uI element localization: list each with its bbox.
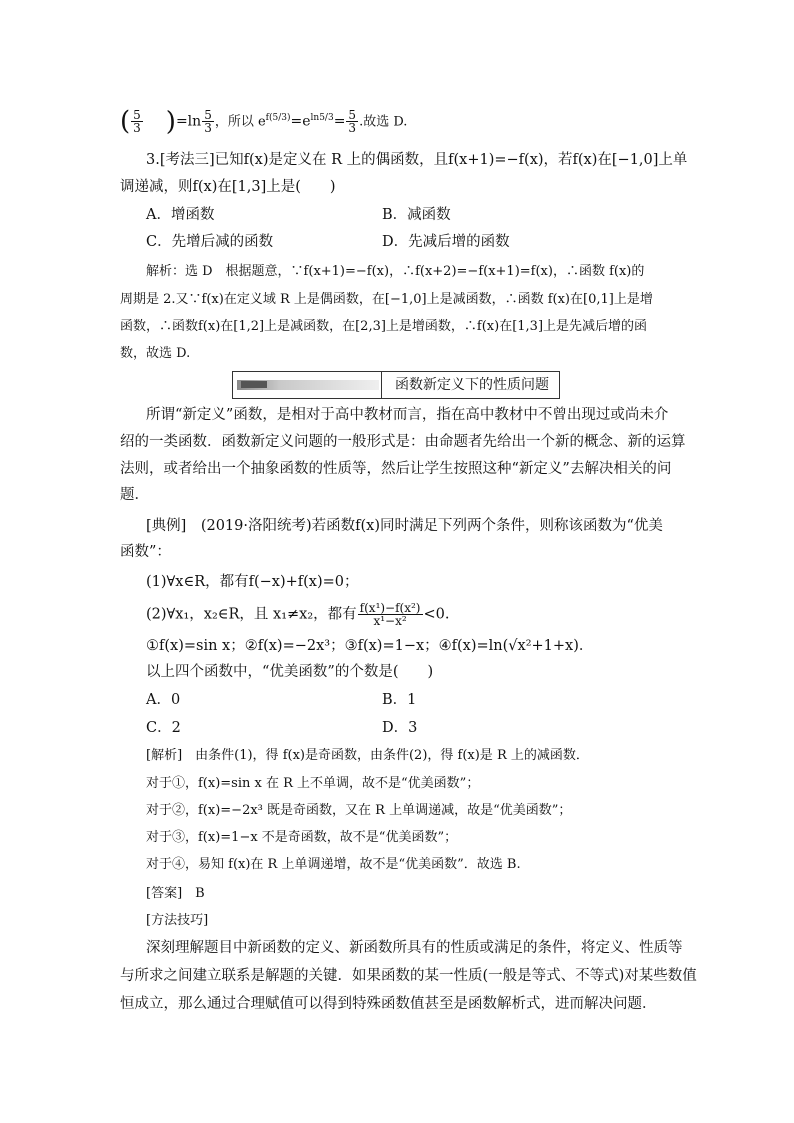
example-condition-1: (1)∀x∈R，都有f(−x)+f(x)=0； bbox=[146, 574, 359, 590]
example-question: 以上四个函数中，“优美函数”的个数是( ) bbox=[146, 664, 434, 680]
analysis-line: [解析] 由条件(1)，得 f(x)是奇函数，由条件(2)，得 f(x)是 R 上的减函数． bbox=[146, 748, 589, 763]
answer: [答案] B bbox=[146, 886, 205, 901]
formula-text: .故选 D. bbox=[359, 114, 408, 130]
q3-solution-line: 数，故选 D. bbox=[120, 346, 191, 361]
formula-text: =e bbox=[290, 113, 311, 130]
banner-divider bbox=[381, 372, 382, 398]
example-option-d: D．3 bbox=[382, 720, 418, 736]
fraction: $\frac{5}{3}$ bbox=[348, 108, 357, 136]
method-line: 恒成立，那么通过合理赋值可以得到特殊函数值甚至是函数解析式，进而解决问题． bbox=[120, 996, 657, 1012]
q3-solution-line: 周期是 2.又∵f(x)在定义域 R 上是偶函数，在[−1,0]上是减函数，∴函数 f(x)在[0,1]上是增 bbox=[120, 292, 653, 307]
intro-line: 所谓“新定义”函数，是相对于高中教材而言，指在高中教材中不曾出现过或尚未介 bbox=[146, 407, 669, 423]
condition-text: <0. bbox=[423, 606, 450, 623]
q3-option-d: D．先减后增的函数 bbox=[382, 234, 510, 250]
condition-text: (2)∀x₁，x₂∈R，且 x₁≠x₂，都有 bbox=[146, 606, 357, 623]
formula-text: ，所以 e bbox=[214, 114, 266, 130]
q3-option-c: C．先增后减的函数 bbox=[146, 234, 274, 250]
example-condition-2 bbox=[146, 602, 449, 627]
analysis-line: 对于①，f(x)=sin x 在 R 上不单调，故不是“优美函数”； bbox=[146, 776, 480, 791]
fraction: $\frac{\text{f(x¹)−f(x²)}}{\text{x¹−x²}}$ bbox=[359, 601, 421, 628]
intro-line: 法则，或者给出一个抽象函数的性质等，然后让学生按照这种“新定义”去解决相关的问 bbox=[120, 461, 672, 477]
section-banner bbox=[232, 371, 560, 399]
example-line: [典例] (2019·洛阳统考)若函数f(x)同时满足下列两个条件，则称该函数为“优美 bbox=[146, 518, 663, 534]
example-option-b: B．1 bbox=[382, 692, 417, 708]
example-line: 函数”： bbox=[120, 544, 171, 560]
analysis-line: 对于③，f(x)=1−x 不是奇函数，故不是“优美函数”； bbox=[146, 830, 458, 845]
example-functions: ①f(x)=sin x；②f(x)=−2x³；③f(x)=1−x；④f(x)=ln(√x²+1+x)． bbox=[146, 638, 594, 654]
analysis-line: 对于②，f(x)=−2x³ 既是奇函数，又在 R 上单调递减，故是“优美函数”； bbox=[146, 803, 572, 818]
close-paren: ) bbox=[165, 106, 176, 137]
exponent: f(5/3) bbox=[265, 113, 291, 123]
method-line: 深刻理解题目中新函数的定义、新函数所具有的性质或满足的条件，将定义、性质等 bbox=[146, 940, 683, 956]
example-option-a: A．0 bbox=[146, 692, 181, 708]
section-title: 函数新定义下的性质问题 bbox=[395, 377, 549, 393]
q3-line: 调递减，则f(x)在[1,3]上是( ) bbox=[120, 179, 336, 195]
method-line: 与所求之间建立联系是解题的关键．如果函数的某一性质(一般是等式、不等式)对某些数值 bbox=[120, 968, 697, 984]
fraction: $\frac{5}{3}$ bbox=[133, 108, 141, 136]
formula-text: = bbox=[333, 113, 346, 130]
q3-option-b: B．减函数 bbox=[382, 207, 451, 223]
q3-line: 3.[考法三]已知f(x)是定义在 R 上的偶函数，且f(x+1)=−f(x)，若f(x)在[−1,0]上单 bbox=[146, 152, 688, 168]
q3-solution-line: 解析：选 D 根据题意，∵f(x+1)=−f(x)，∴f(x+2)=−f(x+1)=f(x)，∴函数 f(x)的 bbox=[146, 264, 645, 279]
exponent: ln5/3 bbox=[310, 113, 334, 123]
intro-line: 题． bbox=[120, 487, 149, 503]
method-title: [方法技巧] bbox=[146, 913, 209, 928]
top-formula bbox=[120, 106, 408, 137]
q3-solution-line: 函数，∴函数f(x)在[1,2]上是减函数，在[2,3]上是增函数，∴f(x)在[1,3]上是先减后增的函 bbox=[120, 319, 648, 334]
analysis-line: 对于④，易知 f(x)在 R 上单调递增，故不是“优美函数”．故选 B. bbox=[146, 857, 521, 872]
open-paren: ( bbox=[120, 106, 131, 137]
example-option-c: C．2 bbox=[146, 720, 181, 736]
formula-text: =ln bbox=[175, 113, 202, 130]
intro-line: 绍的一类函数．函数新定义问题的一般形式是：由命题者先给出一个新的概念、新的运算 bbox=[120, 434, 686, 450]
banner-tag bbox=[241, 381, 267, 388]
q3-option-a: A．增函数 bbox=[146, 207, 215, 223]
fraction: $\frac{5}{3}$ bbox=[204, 108, 212, 136]
